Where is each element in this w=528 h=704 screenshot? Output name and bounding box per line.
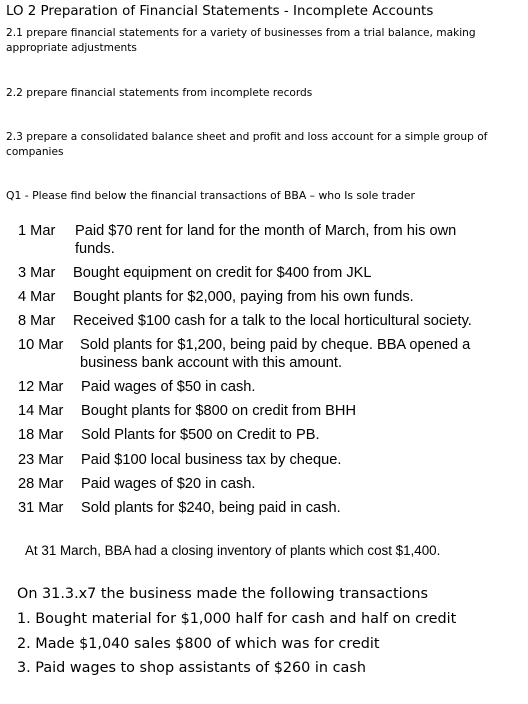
- transaction-date: 8 Mar: [18, 313, 56, 329]
- learning-outcome-2-3: 2.3 prepare a consolidated balance sheet and profit and loss account for a simple group of companies: [6, 131, 488, 158]
- transaction-row: [18, 427, 508, 445]
- transaction-text: Paid wages of $20 in cash.: [81, 476, 256, 492]
- transaction-row: [18, 500, 508, 518]
- transaction-row: [18, 403, 508, 421]
- page-title: LO 2 Preparation of Financial Statements - Incomplete Accounts: [6, 4, 434, 19]
- transaction-row: [18, 476, 508, 494]
- transaction-row: [18, 313, 508, 331]
- followup-item: 2. Made $1,040 sales $800 of which was for credit: [17, 636, 380, 652]
- transaction-text: Paid $70 rent for land for the month of March, from his own funds.: [75, 223, 457, 257]
- transaction-date: 23 Mar: [18, 452, 64, 468]
- followup-item: 1. Bought material for $1,000 half for cash and half on credit: [17, 611, 457, 627]
- learning-outcome-2-2: 2.2 prepare financial statements from incomplete records: [6, 87, 313, 99]
- transaction-date: 18 Mar: [18, 427, 64, 443]
- transaction-text: Paid $100 local business tax by cheque.: [81, 452, 342, 468]
- transaction-text: Sold plants for $1,200, being paid by cheque. BBA opened a business bank account with this amount.: [80, 337, 471, 371]
- transaction-date: 31 Mar: [18, 500, 64, 516]
- transaction-date: 14 Mar: [18, 403, 64, 419]
- transaction-row: [18, 289, 508, 307]
- transaction-text: Bought equipment on credit for $400 from JKL: [73, 265, 372, 281]
- followup-intro: On 31.3.x7 the business made the following transactions: [17, 586, 429, 602]
- transaction-row: [18, 452, 508, 470]
- transaction-row: [18, 223, 508, 258]
- transaction-text: Paid wages of $50 in cash.: [81, 379, 256, 395]
- transaction-text: Sold Plants for $500 on Credit to PB.: [81, 427, 320, 443]
- transaction-row: [18, 265, 508, 283]
- transaction-row: [18, 379, 508, 397]
- transaction-text: Sold plants for $240, being paid in cash.: [81, 500, 341, 516]
- followup-item: 3. Paid wages to shop assistants of $260 in cash: [17, 660, 366, 676]
- transaction-date: 4 Mar: [18, 289, 56, 305]
- transaction-date: 28 Mar: [18, 476, 64, 492]
- learning-outcome-2-1: 2.1 prepare financial statements for a variety of businesses from a trial balance, making appropriate adjustments: [6, 27, 476, 54]
- closing-inventory-note: At 31 March, BBA had a closing inventory of plants which cost $1,400.: [25, 543, 441, 558]
- transaction-text: Bought plants for $800 on credit from BHH: [81, 403, 356, 419]
- transaction-date: 3 Mar: [18, 265, 56, 281]
- question-heading: Q1 - Please find below the financial transactions of BBA – who Is sole trader: [6, 189, 415, 202]
- transaction-date: 1 Mar: [18, 223, 56, 239]
- transaction-text: Bought plants for $2,000, paying from his own funds.: [73, 289, 414, 305]
- transaction-date: 10 Mar: [18, 337, 64, 353]
- transaction-text: Received $100 cash for a talk to the local horticultural society.: [73, 313, 472, 329]
- transaction-row: [18, 337, 508, 372]
- transaction-date: 12 Mar: [18, 379, 64, 395]
